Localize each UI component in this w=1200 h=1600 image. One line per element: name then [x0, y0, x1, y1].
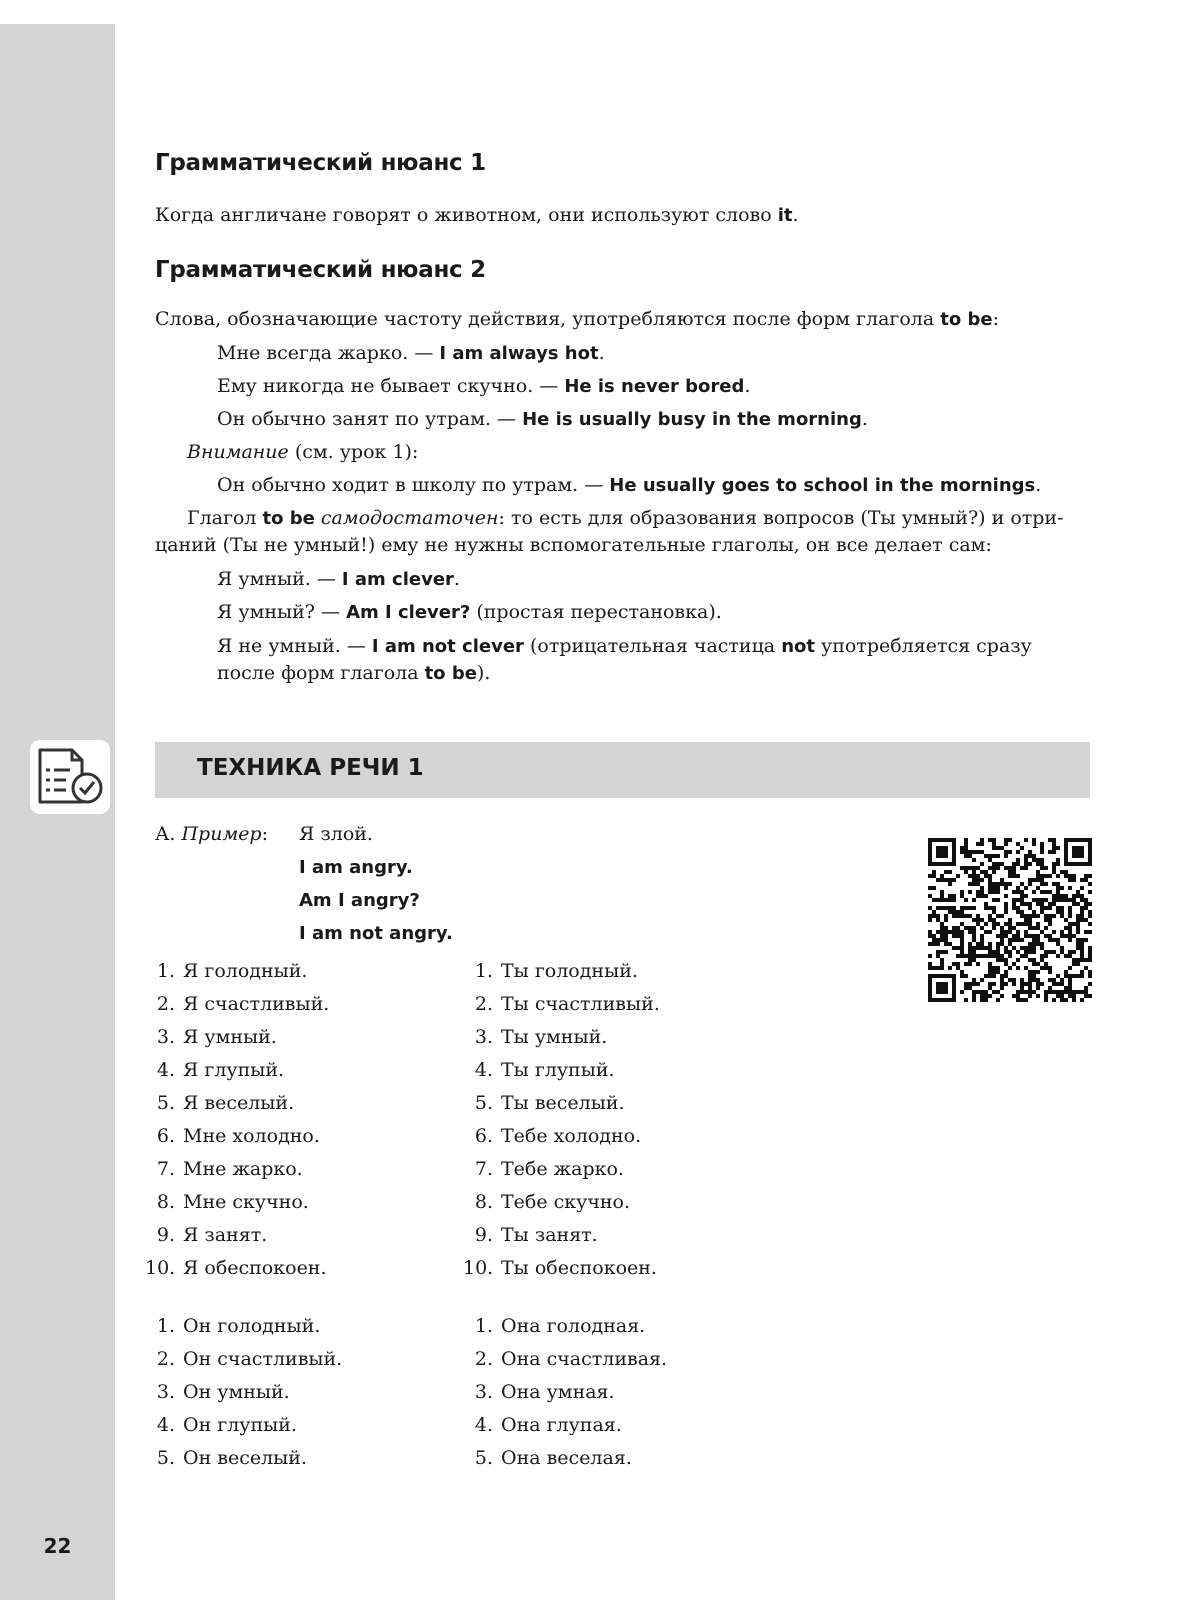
list-item: 4. Ты глупый.: [474, 1059, 615, 1081]
list-item: 1. Я голодный.: [156, 960, 308, 982]
list-item: 4. Она глупая.: [474, 1414, 622, 1436]
example-russian: Я злой.: [299, 823, 373, 845]
list-item: 1. Ты голодный.: [474, 960, 638, 982]
list-item: 8. Мне скучно.: [156, 1191, 309, 1213]
qr-code: [928, 838, 1092, 1002]
list-item: 2. Ты счастливый.: [474, 993, 660, 1015]
attention-note: Внимание (см. урок 1):: [187, 441, 419, 463]
nuance-2-example: Он обычно занят по утрам. — He is usually busy in the morning.: [217, 408, 868, 430]
nuance-1-text: Когда англичане говорят о животном, они используют слово it.: [155, 204, 799, 226]
example-english: Am I angry?: [299, 890, 420, 911]
page-number: 22: [43, 1534, 72, 1558]
checklist-icon: [30, 740, 110, 814]
list-item: 1. Он голодный.: [156, 1315, 321, 1337]
example-label: А. Пример:: [155, 823, 269, 845]
list-item: 5. Ты веселый.: [474, 1092, 625, 1114]
list-item: 6. Тебе холодно.: [474, 1125, 642, 1147]
list-item: 6. Мне холодно.: [156, 1125, 320, 1147]
nuance-2-example: Ему никогда не бывает скучно. — He is never bored.: [217, 375, 751, 397]
to-be-paragraph-line-2: цаний (Ты не умный!) ему не нужны вспомогательные глаголы, он все делает сам:: [155, 534, 992, 556]
to-be-example-3: Я не умный. — I am not clever (отрицательная частица not употребляется сразу: [217, 635, 1032, 657]
section-header-bar: [155, 742, 1090, 798]
list-item: 4. Я глупый.: [156, 1059, 285, 1081]
list-item: 5. Я веселый.: [156, 1092, 295, 1114]
list-item: 2. Я счастливый.: [156, 993, 330, 1015]
section-title: ТЕХНИКА РЕЧИ 1: [197, 755, 424, 781]
nuance-1-title: Грамматический нюанс 1: [155, 150, 486, 176]
list-item: 8. Тебе скучно.: [474, 1191, 631, 1213]
example-english: I am not angry.: [299, 923, 453, 944]
attention-example: Он обычно ходит в школу по утрам. — He usually goes to school in the mornings.: [217, 474, 1042, 496]
list-item: 3. Он умный.: [156, 1381, 290, 1403]
list-item: 3. Ты умный.: [474, 1026, 608, 1048]
example-english: I am angry.: [299, 857, 413, 878]
list-item: 5. Он веселый.: [156, 1447, 308, 1469]
nuance-2-title: Грамматический нюанс 2: [155, 257, 486, 283]
list-item: 10. Я обеспокоен.: [145, 1257, 327, 1279]
to-be-example-2: Я умный? — Am I clever? (простая перестановка).: [217, 601, 722, 623]
nuance-2-intro: Слова, обозначающие частоту действия, употребляются после форм глагола to be:: [155, 308, 999, 330]
list-item: 2. Она счастливая.: [474, 1348, 668, 1370]
list-item: 7. Тебе жарко.: [474, 1158, 624, 1180]
list-item: 3. Она умная.: [474, 1381, 615, 1403]
list-item: 4. Он глупый.: [156, 1414, 297, 1436]
to-be-example-1: Я умный. — I am clever.: [217, 568, 460, 590]
list-item: 10. Ты обеспокоен.: [463, 1257, 657, 1279]
list-item: 7. Мне жарко.: [156, 1158, 303, 1180]
to-be-paragraph-line-1: Глагол to be самодостаточен: то есть для образования вопросов (Ты умный?) и отри-: [187, 507, 1064, 529]
to-be-example-3-cont: после форм глагола to be).: [217, 662, 491, 684]
list-item: 1. Она голодная.: [474, 1315, 646, 1337]
nuance-2-example: Мне всегда жарко. — I am always hot.: [217, 342, 605, 364]
list-item: 9. Я занят.: [156, 1224, 268, 1246]
list-item: 3. Я умный.: [156, 1026, 277, 1048]
list-item: 5. Она веселая.: [474, 1447, 632, 1469]
list-item: 9. Ты занят.: [474, 1224, 598, 1246]
list-item: 2. Он счастливый.: [156, 1348, 343, 1370]
